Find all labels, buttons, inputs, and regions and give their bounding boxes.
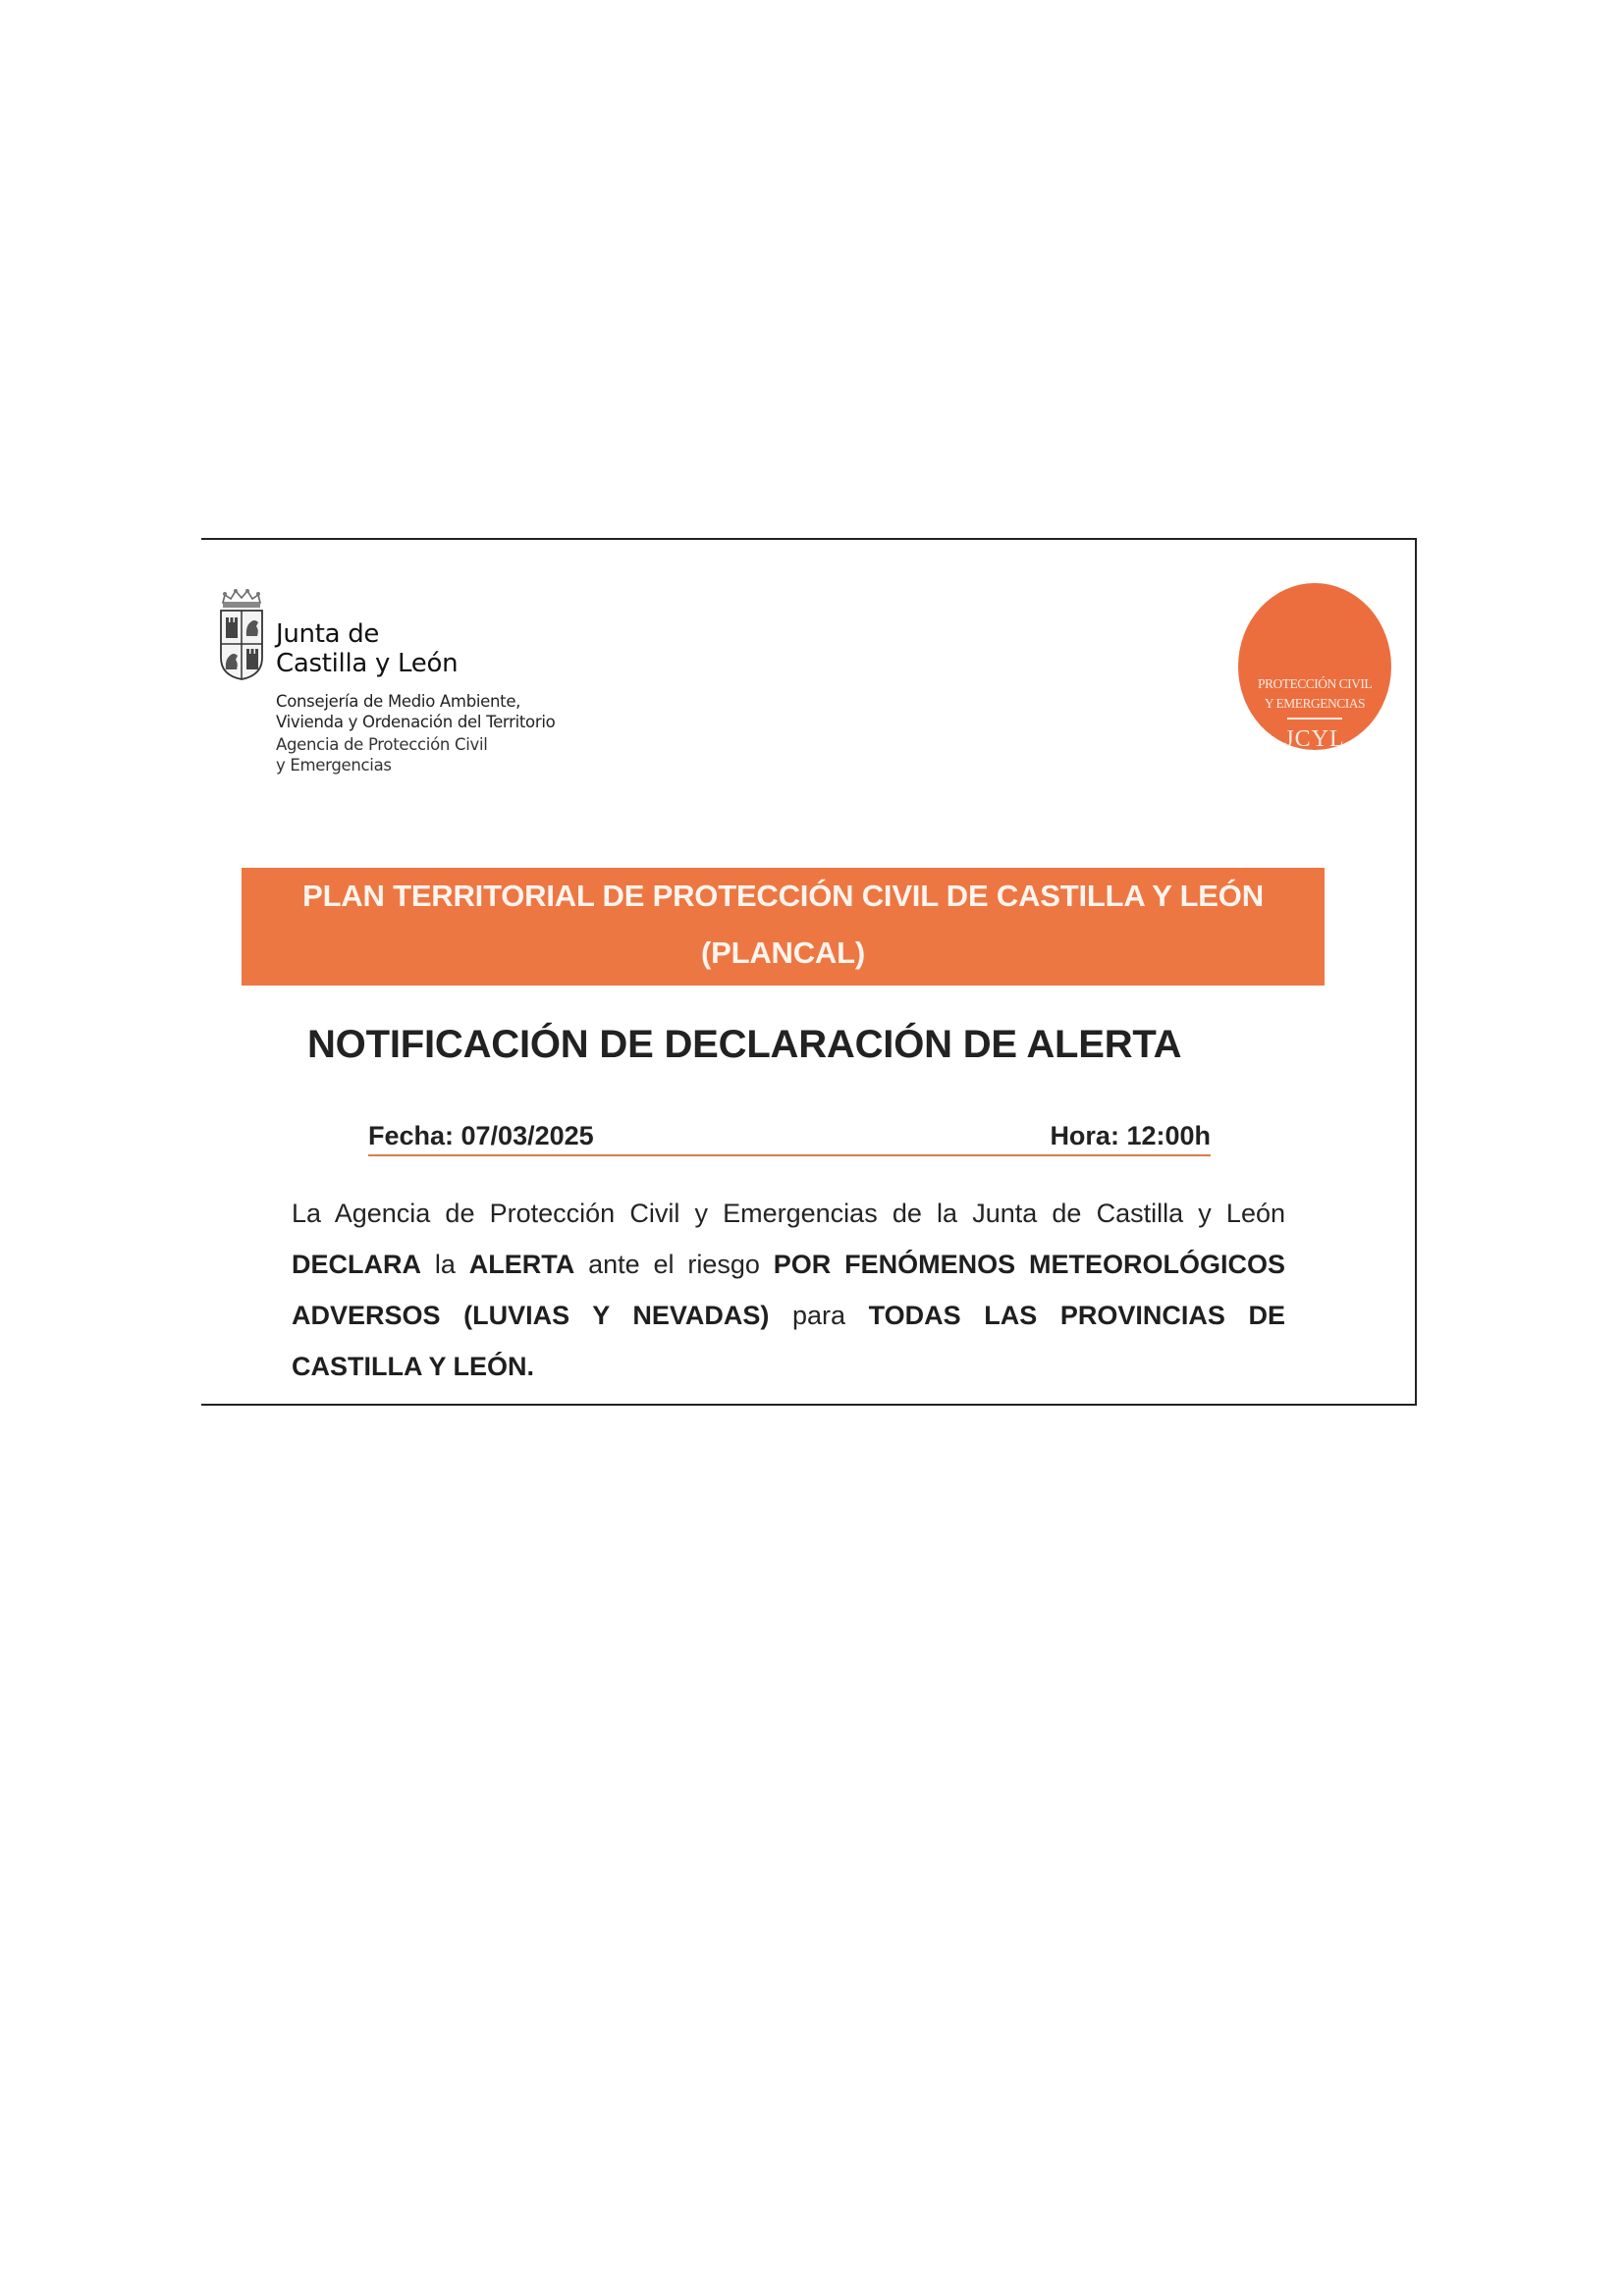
plan-banner-line-2: (PLANCAL) [701, 935, 865, 970]
declaration-preposition: para [791, 1301, 846, 1330]
org-name-line-1: Junta de [276, 619, 380, 649]
notice-date: Fecha: 07/03/2025 [368, 1121, 594, 1150]
agency-line-2: y Emergencias [276, 756, 392, 774]
plan-banner-line-1: PLAN TERRITORIAL DE PROTECCIÓN CIVIL DE CASTILLA Y LEÓN [302, 879, 1264, 913]
civil-protection-seal [1238, 583, 1391, 750]
seal-acronym: JCYL [1284, 726, 1345, 752]
org-name-line-2: Castilla y León [276, 649, 459, 678]
department-line-1: Consejería de Medio Ambiente, [276, 692, 521, 711]
department-name [276, 691, 555, 732]
date-time-row [368, 1121, 1211, 1160]
notice-document [201, 538, 1417, 1406]
coat-of-arms-icon [217, 589, 266, 681]
risk-description: POR FENÓMENOS METEOROLÓGICOS ADVERSOS (LUVIAS Y NEVADAS) [292, 1250, 1285, 1330]
department-line-2: Vivienda y Ordenación del Territorio [276, 713, 556, 731]
notice-time: Hora: 12:00h [1050, 1121, 1211, 1150]
seal-text-line-2: Y EMERGENCIAS [1264, 696, 1366, 711]
org-name [276, 619, 458, 678]
alerta-keyword: ALERTA [468, 1250, 575, 1279]
notice-title: NOTIFICACIÓN DE DECLARACIÓN DE ALERTA [307, 1023, 1182, 1066]
seal-text-line-1: PROTECCIÓN CIVIL [1257, 676, 1373, 691]
seal-divider [1287, 718, 1342, 720]
agency-name [276, 734, 488, 775]
junta-logo-block [217, 589, 688, 785]
plan-banner [242, 868, 1325, 986]
declaration-connector: ante el riesgo [588, 1250, 760, 1279]
declaration-paragraph [292, 1188, 1285, 1392]
declara-keyword: DECLARA [292, 1250, 421, 1279]
declaration-intro: La Agencia de Protección Civil y Emergencias de la Junta de Castilla y León [292, 1199, 1285, 1228]
affected-area: TODAS LAS PROVINCIAS DE CASTILLA Y LEÓN. [292, 1301, 1285, 1381]
agency-line-1: Agencia de Protección Civil [276, 735, 488, 754]
date-time-underline [368, 1154, 1211, 1156]
declaration-article: la [434, 1250, 456, 1279]
